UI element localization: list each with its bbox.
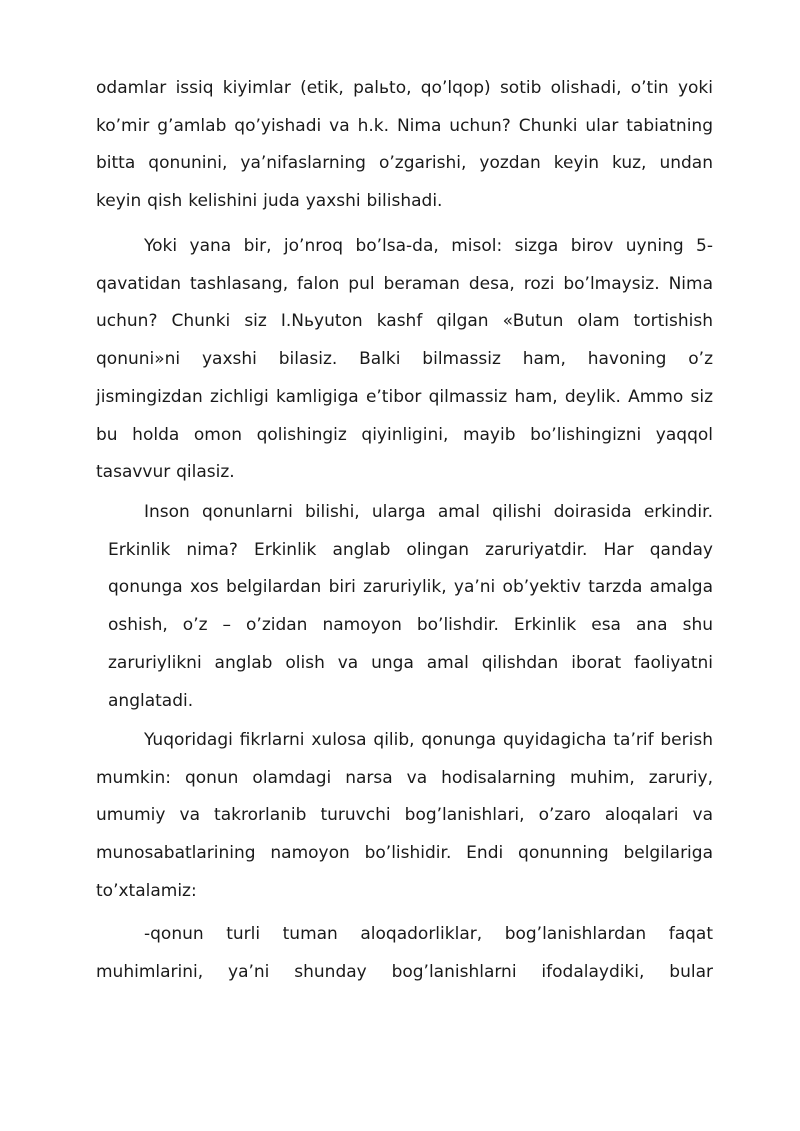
paragraph-3: Inson qonunlarni bilishi, ularga amal qilishi doirasida erkindir. Erkinlik nima? Erkinlik anglab olingan zaruriyatdir. Har qanday qonunga xos belgilardan biri zaruriylik, ya’ni ob’yektiv tarzda amalga oshish, o’z – o’zidan namoyon bo’lishdir. Erkinlik esa ana shu zaruriylikni anglab olish va unga amal qilishdan iborat faoliyatni anglatadi. — [108, 502, 713, 711]
paragraph-1: odamlar issiq kiyimlar (etik, palьto, qo’lqop) sotib olishadi, o’tin yoki ko’mir g’amlab qo’yishadi va h.k. Nima uchun? Chunki ular tabiatning bitta qonunini, ya’nifaslarning o’zgarishi, yozdan keyin kuz, undan keyin qish kelishini juda yaxshi bilishadi. — [96, 78, 713, 212]
paragraph-2: Yoki yana bir, jo’nroq bo’lsa-da, misol: sizga birov uyning 5-qavatidan tashlasang, falon pul beraman desa, rozi bo’lmaysiz. Nima uchun? Chunki siz I.Nьyuton kashf qilgan «Butun olam tortishish qonuni»ni yaxshi bilasiz. Balki bilmassiz ham, havoning o’z jismingizdan zichligi kamligiga e’tibor qilmassiz ham, deylik. Ammo siz bu holda omon qolishingiz qiyinligini, mayib bo’lishingizni yaqqol tasavvur qilasiz. — [96, 236, 713, 483]
paragraph-4: Yuqoridagi fikrlarni xulosa qilib, qonunga quyidagicha ta’rif berish mumkin: qonun olamdagi narsa va hodisalarning muhim, zaruriy, umumiy va takrorlanib turuvchi bog’lanishlari, o’zaro aloqalari va munosabatlarining namoyon bo’lishidir. Endi qonunning belgilariga to’xtalamiz: — [96, 730, 713, 901]
paragraph-5: -qonun turli tuman aloqadorliklar, bog’lanishlardan faqat muhimlarini, ya’ni shunday bog’lanishlarni ifodalaydiki, bular — [96, 924, 713, 982]
